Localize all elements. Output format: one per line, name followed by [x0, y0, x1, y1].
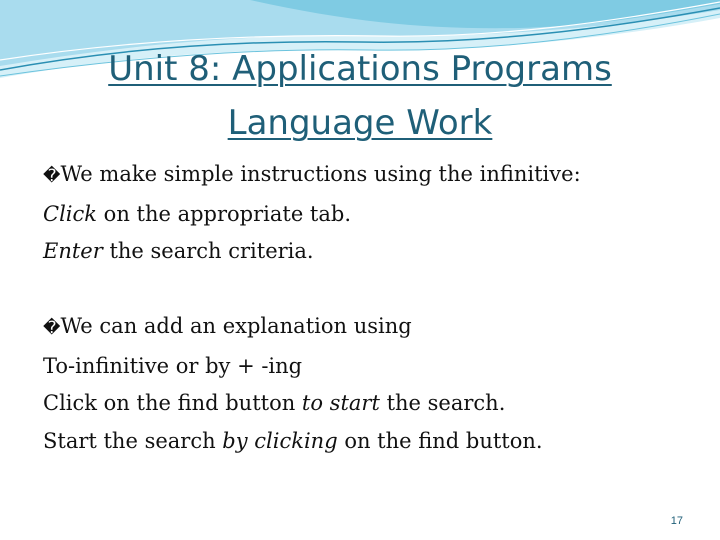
title-line-1: Unit 8: Applications Programs: [108, 49, 612, 89]
bullet-marker-icon: �: [43, 166, 61, 186]
example-4: [43, 423, 703, 461]
to-infinitive-line: To-infinitive or by + -ing: [43, 353, 303, 378]
example-3: [43, 385, 703, 423]
spacer: [43, 271, 703, 309]
bullet-1: [43, 156, 703, 196]
slide-body: [43, 156, 703, 460]
example-3-post: the search.: [379, 391, 506, 415]
bullet-marker-icon: �: [43, 318, 61, 338]
example-1-rest: on the appropriate tab.: [97, 201, 352, 226]
bullet-2-text: We can add an explanation using: [60, 314, 412, 338]
example-2: [43, 233, 703, 271]
page-number: 17: [670, 515, 683, 527]
example-1: [43, 196, 703, 234]
example-4-pre: Start the search: [43, 428, 223, 453]
example-4-em: by clicking: [222, 428, 338, 453]
example-1-verb: Click: [43, 201, 97, 226]
example-2-rest: the search criteria.: [102, 239, 314, 263]
title-line-2: Language Work: [227, 103, 493, 143]
example-3-pre: Click on the find button: [43, 391, 302, 415]
example-3-em: to start: [301, 391, 380, 415]
slide-title: [0, 42, 720, 150]
example-4-post: on the find button.: [337, 428, 543, 453]
bullet-2: [43, 308, 703, 348]
example-2-verb: Enter: [43, 239, 103, 263]
bullet-1-text: We make simple instructions using the infinitive:: [60, 162, 581, 186]
